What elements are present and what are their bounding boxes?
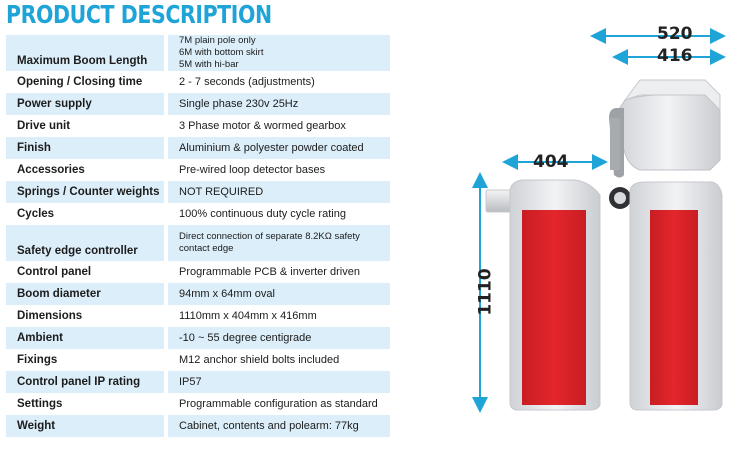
spec-value: NOT REQUIRED	[168, 181, 390, 203]
spec-value: 2 - 7 seconds (adjustments)	[168, 71, 390, 93]
spec-label: Weight	[6, 415, 164, 437]
spec-value: Direct connection of separate 8.2KΩ safety contact edge	[168, 225, 390, 261]
spec-value: 1110mm x 404mm x 416mm	[168, 305, 390, 327]
spec-label: Ambient	[6, 327, 164, 349]
spec-label: Control panel	[6, 261, 164, 283]
dimension-label-height: 1110	[475, 268, 496, 316]
spec-value: M12 anchor shield bolts included	[168, 349, 390, 371]
spec-label: Drive unit	[6, 115, 164, 137]
spec-value: Single phase 230v 25Hz	[168, 93, 390, 115]
spec-value: Cabinet, contents and polearm: 77kg	[168, 415, 390, 437]
spec-label: Opening / Closing time	[6, 71, 164, 93]
spec-label: Cycles	[6, 203, 164, 225]
spec-value-line: 6M with bottom skirt	[179, 47, 264, 58]
spec-value-line: 5M with hi-bar	[179, 59, 239, 70]
spec-label: Safety edge controller	[6, 225, 164, 261]
barrier-cabinet-side	[609, 182, 722, 410]
spec-value: -10 ~ 55 degree centigrade	[168, 327, 390, 349]
dimension-label-width-front: 404	[533, 152, 569, 172]
dimension-label-width-top: 520	[657, 24, 693, 44]
page-title: PRODUCT DESCRIPTION	[6, 0, 272, 29]
spec-value: Programmable configuration as standard	[168, 393, 390, 415]
spec-label: Settings	[6, 393, 164, 415]
spec-value: Aluminium & polyester powder coated	[168, 137, 390, 159]
spec-value: 100% continuous duty cycle rating	[168, 203, 390, 225]
spec-value: Programmable PCB & inverter driven	[168, 261, 390, 283]
spec-value: IP57	[168, 371, 390, 393]
spec-label: Maximum Boom Length	[6, 35, 164, 71]
dimension-label-depth: 416	[657, 46, 693, 66]
spec-value: Pre-wired loop detector bases	[168, 159, 390, 181]
spec-value: 94mm x 64mm oval	[168, 283, 390, 305]
spec-label: Springs / Counter weights	[6, 181, 164, 203]
spec-label: Dimensions	[6, 305, 164, 327]
top-view-drawing	[609, 80, 720, 178]
spec-label: Boom diameter	[6, 283, 164, 305]
spec-value: 3 Phase motor & wormed gearbox	[168, 115, 390, 137]
barrier-cabinet-front	[486, 180, 600, 410]
spec-label: Accessories	[6, 159, 164, 181]
spec-label: Control panel IP rating	[6, 371, 164, 393]
spec-label: Power supply	[6, 93, 164, 115]
spec-label: Fixings	[6, 349, 164, 371]
spec-label: Finish	[6, 137, 164, 159]
spec-value-line: 7M plain pole only	[179, 35, 256, 46]
